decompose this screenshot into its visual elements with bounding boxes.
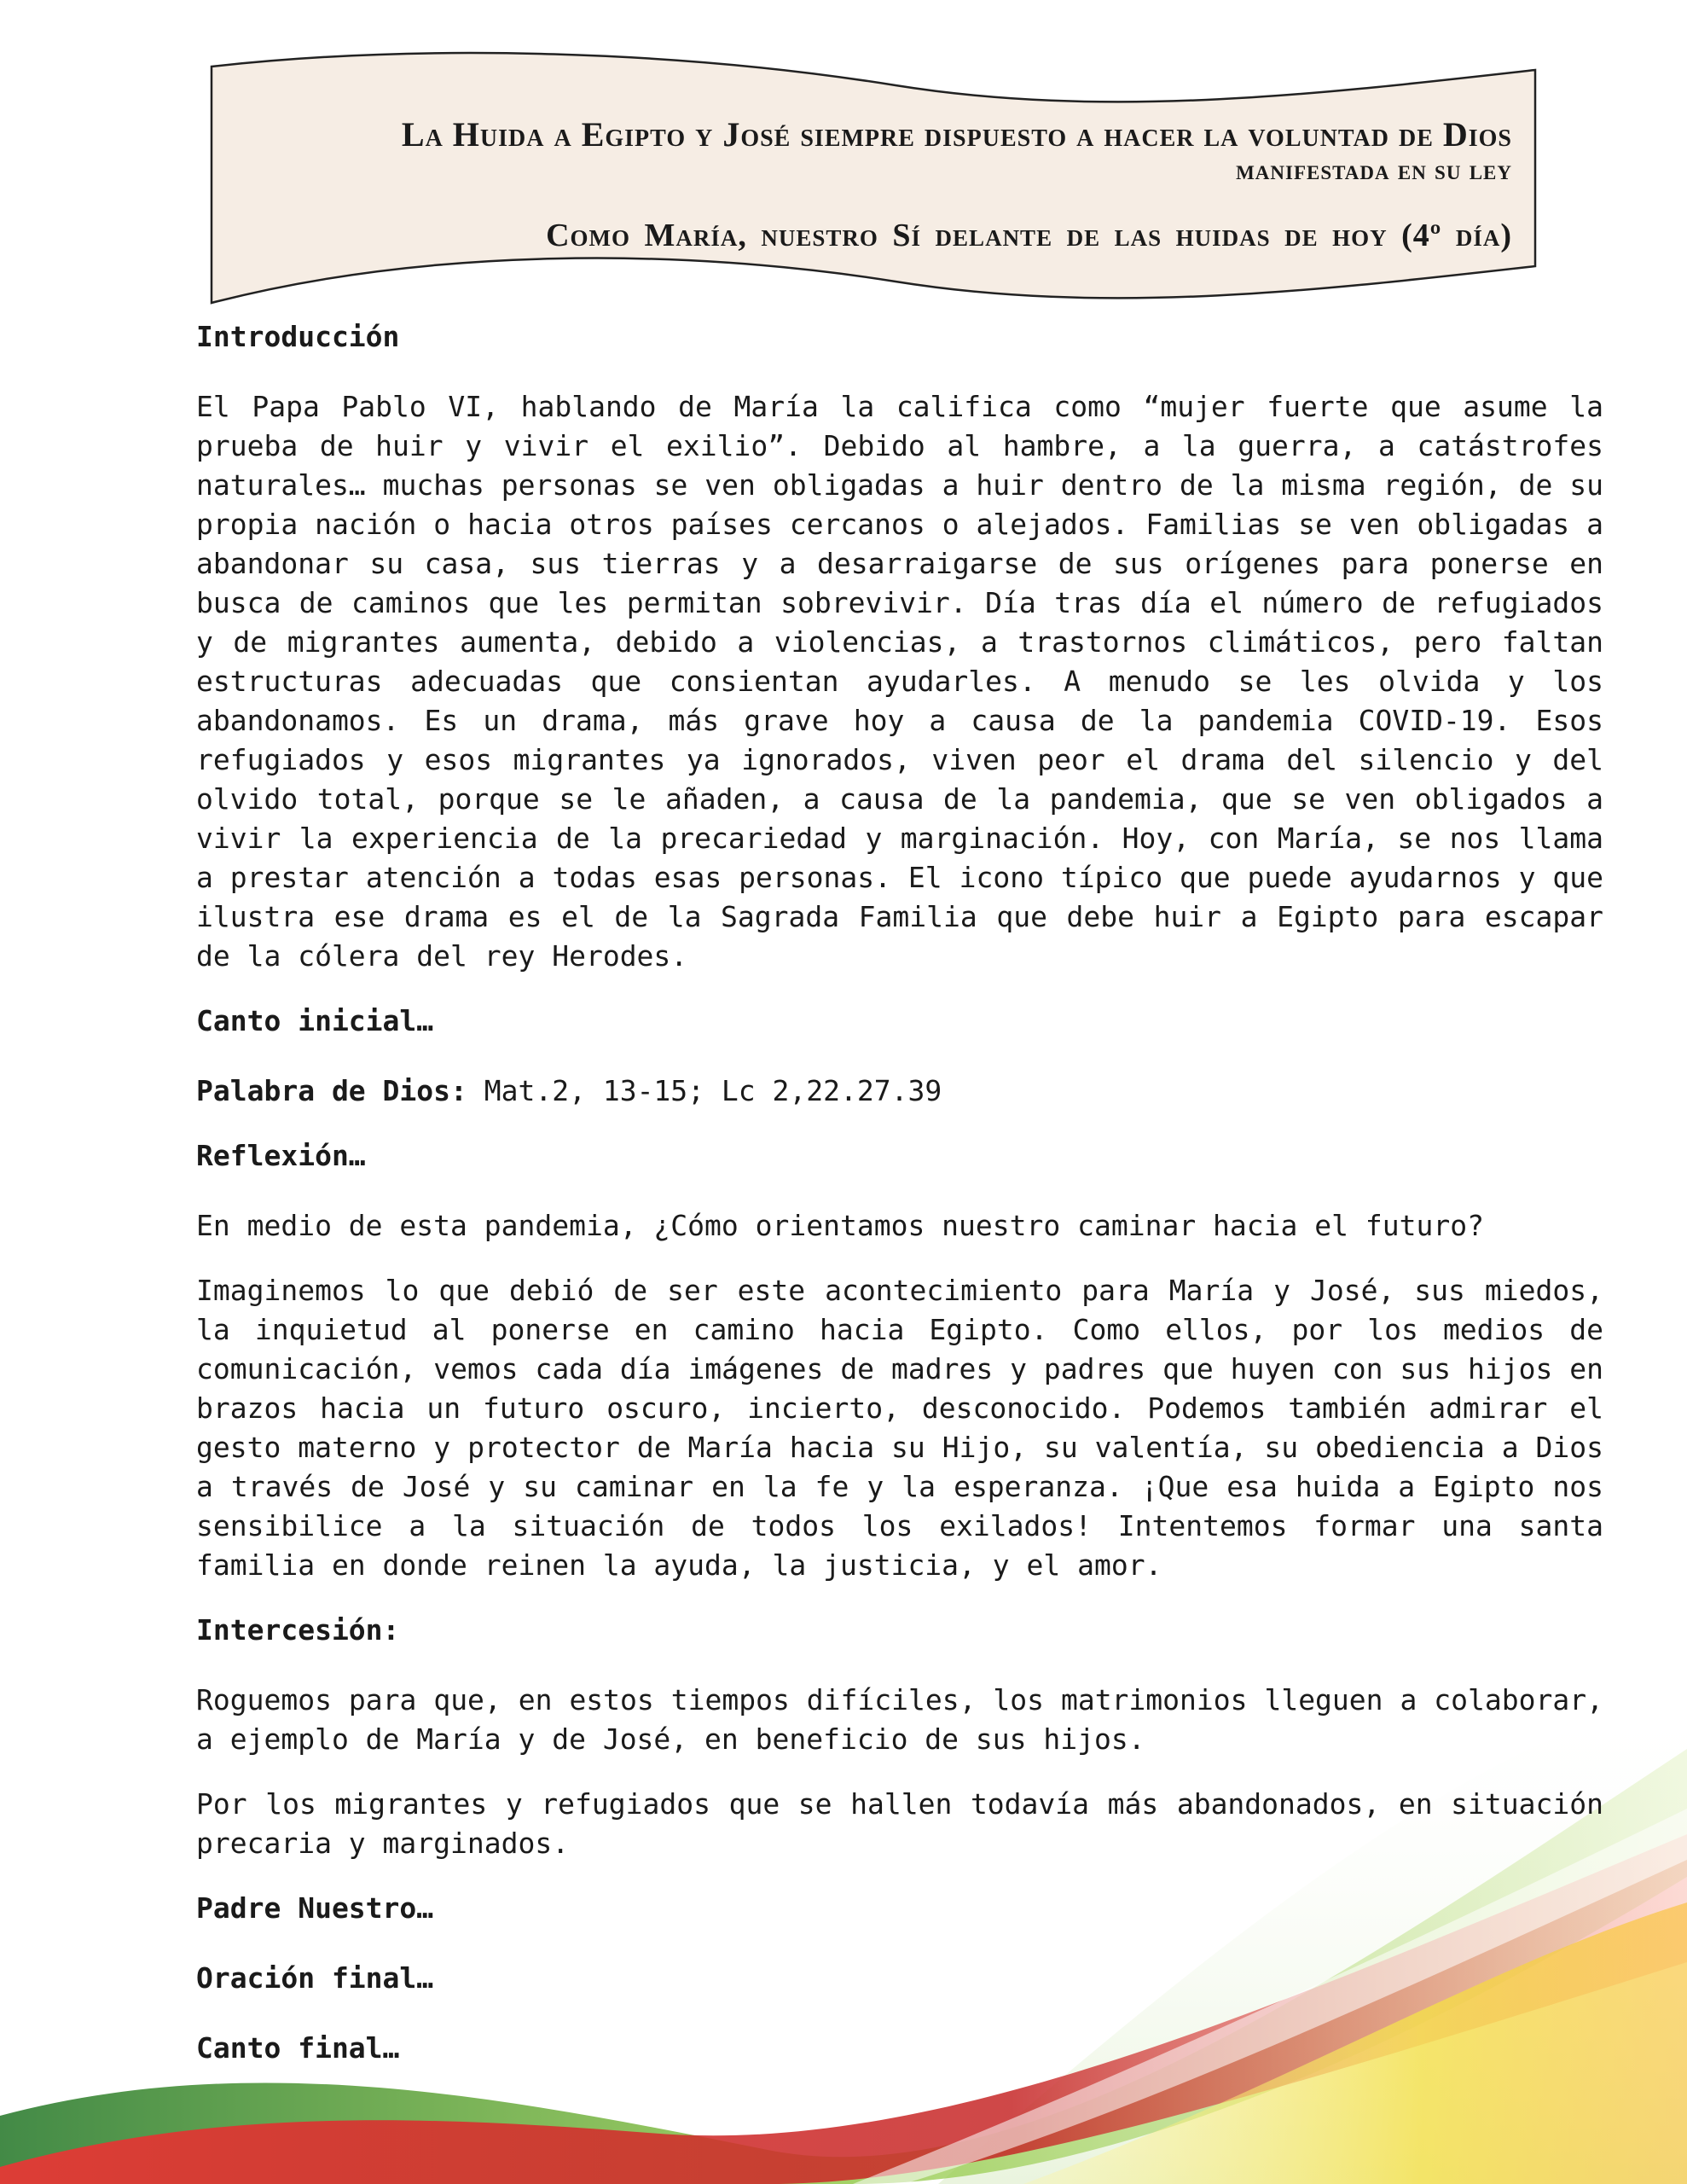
oracion-final-heading: Oración final… [196,1961,434,1995]
canto-final-heading: Canto final… [196,2031,400,2065]
banner-title-line1: La Huida a Egipto y José siempre dispuesto a hacer la voluntad de Dios [401,115,1512,154]
canto-inicial-heading: Canto inicial… [196,1004,434,1037]
palabra-de-dios-refs: Mat.2, 13-15; Lc 2,22.27.39 [467,1074,942,1107]
padre-nuestro-heading: Padre Nuestro… [196,1891,434,1925]
introduction-heading: Introducción [196,320,400,353]
introduction-paragraph: El Papa Pablo VI, hablando de María la califica como “mujer fuerte que asume la prueba de huir y vivir el exilio”. Debido al hambre, a la guerra, a catástrofes naturales… muchas personas se ven obligadas a huir dentro de la misma región, de su propia nación o hacia otros países cercanos o alejados. Familias se ven obligadas a abandonar su casa, sus tierras y a desarraigarse de sus orígenes para ponerse en busca de caminos que les permitan sobrevivir. Día tras día el número de refugiados y de migrantes aumenta, debido a violencias, a trastornos climáticos, pero faltan estructuras adecuadas que consientan ayudarles. A menudo se les olvida y los abandonamos. Es un drama, más grave hoy a causa de la pandemia COVID-19. Esos refugiados y esos migrantes ya ignorados, viven peor el drama del silencio y del olvido total, porque se le añaden, a causa de la pandemia, que se ven obligados a vivir la experiencia de la precariedad y marginación. Hoy, con María, se nos llama a prestar atención a todas esas personas. El icono típico que puede ayudarnos y que ilustra ese drama es el de la Sagrada Familia que debe huir a Egipto para escapar de la cólera del rey Herodes. [196,390,1603,973]
reflexion-paragraph: Imaginemos lo que debió de ser este acontecimiento para María y José, sus miedos, la inquietud al ponerse en camino hacia Egipto. Como ellos, por los medios de comunicación, vemos cada día imágenes de madres y padres que huyen con sus hijos en brazos hacia un futuro oscuro, incierto, desconocido. Podemos también admirar el gesto materno y protector de María hacia su Hijo, su valentía, su obediencia a Dios a través de José y su caminar en la fe y la esperanza. ¡Que esa huida a Egipto nos sensibilice a la situación de todos los exilados! Intentemos formar una santa familia en donde reinen la ayuda, la justicia, y el amor. [196,1274,1603,1582]
document-body [196,317,1603,2099]
intercesion-paragraph-1: Roguemos para que, en estos tiempos difíciles, los matrimonios lleguen a colaborar, a ejemplo de María y de José, en beneficio de sus hijos. [196,1683,1603,1756]
banner-subtitle: Como María, nuestro Sí delante de las huidas de hoy (4º día) [546,218,1512,253]
banner-title-line2: manifestada en su ley [1236,155,1512,186]
reflexion-heading: Reflexión… [196,1139,366,1172]
reflexion-question: En medio de esta pandemia, ¿Cómo orientamos nuestro caminar hacia el futuro? [196,1209,1484,1242]
palabra-de-dios-label: Palabra de Dios: [196,1074,467,1107]
intercesion-paragraph-2: Por los migrantes y refugiados que se hallen todavía más abandonados, en situación precaria y marginados. [196,1787,1603,1860]
intercesion-heading: Intercesión: [196,1613,400,1647]
palabra-de-dios-row [196,1072,1603,1111]
